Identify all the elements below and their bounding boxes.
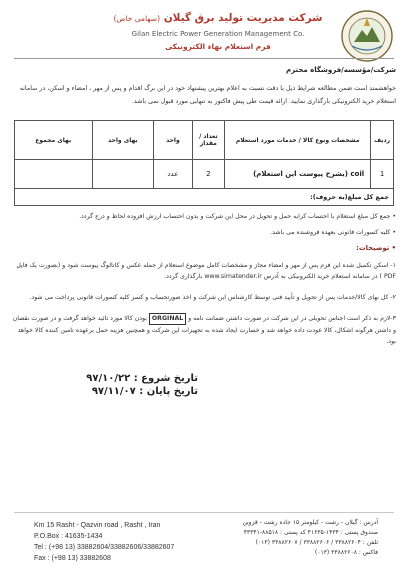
footer-en-tel: Tel : (+98 13) 33882604/33882606/33882607 (34, 544, 175, 551)
footer-fa-address: آدرس : گیلان - رشت - کیلومتر ۱۵ جاده رشت - قزوین (242, 519, 378, 526)
intro-text: خواهشمند است ضمن مطالعه شرایط ذیل با دقت نسبت به اعلام بهترین پیشنهاد خود در این برگ اقدام و پس از مهر ، امضاء و اسکن، در سامانه استعلام خرید الکترونیکی بارگذاری نمایید. ارائه قیمت طی پیش فاکتور به تنهایی مورد قبول نمی باشد. (19, 85, 396, 105)
footer-en-pobox: P.O.Box : 41635-1434 (34, 533, 103, 540)
end-date-value: ۹۷/۱۱/۰۷ (91, 386, 136, 397)
note-3-part-b: بودن کالا مورد تائید خواهد گرفت و در صورت نقصان و داشتن هرگونه اشکال، کالا عودت داده خواهد شد و خسارت ایجاد شده به تجهیزات این شرکت و همچنین هزینه حمل برعهده تامین کننده کالا خواهد بود. (12, 315, 396, 345)
total-words-row (15, 189, 394, 206)
footer-fa-tel: تلفن : ۳۳۸۸۲۶۰۴ / ۳۳۸۸۲۶۰۶ / ۳۳۸۸۲۶۰۷ (۰۱۳) (255, 539, 378, 546)
company-name-en: Gilan Electric Power Generation Management Co. (131, 30, 305, 38)
addressee-line: شرکت/مؤسسه/فروشگاه محترم (286, 66, 396, 74)
note-3-part-a: ۳-لازم به ذکر است اجناس تحویلی در این شرکت در صورت داشتن ضمانت نامه و (188, 315, 396, 322)
note-3 (12, 313, 396, 347)
start-date-line (86, 372, 198, 385)
table-row (15, 160, 394, 189)
total-words-label[interactable]: جمع کل مبلغ(به حروف): (15, 189, 394, 206)
note-shipping: • جمع کل مبلغ استعلام با احتساب کرایه حمل و تحویل در محل این شرکت و بدون احتساب ارزش افزوده لحاظ و درج گردد. (79, 213, 396, 220)
footer-en-fax: Fax : (+98 13) 33882608 (34, 555, 111, 562)
total-price-cell[interactable] (15, 160, 93, 189)
note-deductions: • کلیه کسورات قانونی بعهده فروشنده می باشد. (270, 229, 396, 236)
quantity-cell: 2 (192, 160, 225, 189)
table-header-row (15, 121, 394, 160)
header-quantity: تعداد / مقدار (192, 121, 225, 160)
footer-fa-fax: فاکس : ۳۳۸۸۲۶۰۸ (۰۱۳) (314, 549, 378, 556)
header-description: مشخصات ونوع کالا / خدمات مورد استعلام (225, 121, 371, 160)
company-type: (سهامی خاص) (113, 14, 161, 23)
note-1: ۱- اسکن تکمیل شده این فرم پس از مهر و امضاء مجاز و مشخصات کامل موضوع استعلام از جمله عکس و کاتالوگ پیوست شود و (بصورت یک فایل PDF ) در سامانه استعلام خرید الکترونیکی به آدرس www.simatender.ir بارگذاری گردد. (16, 262, 396, 280)
header-total-price: بهای مجموع (15, 121, 93, 160)
original-badge: ORGINAL (149, 313, 186, 325)
company-name: شرکت مدیریت تولید برق گیلان (163, 12, 323, 24)
company-name-fa (100, 12, 336, 24)
description-cell: coil (بشرح پیوست این استعلام) (225, 160, 371, 189)
start-date-label: تاریخ شروع : (133, 373, 198, 384)
end-date-label: تاریخ پایان : (139, 386, 198, 397)
form-title: فرم استعلام بهاء الکترونیکی (165, 42, 271, 51)
notes-title: • توضیحات: (356, 244, 396, 252)
row-number-cell: 1 (371, 160, 394, 189)
company-logo (340, 8, 394, 64)
footer-persian (188, 518, 378, 558)
inquiry-table (14, 120, 394, 206)
footer-fa-postal: صندوق پستی : ۱۴۳۴-۴۱۶۳۵ کد پستی : ۸۸۵۱۸-۴۳۳۴۱ (243, 529, 378, 536)
unit-cell: عدد (154, 160, 192, 189)
header-row-number: ردیف (371, 121, 394, 160)
note-2: ۲- کل بهای کالا/خدمات پس از تحویل و تأیید فنی توسط کارشناس این شرکت و اخذ صورتحساب و کسر کلیه کسورات قانونی پرداخت می شود. (29, 294, 396, 301)
dates-block (86, 372, 198, 398)
header-unit: واحد (154, 121, 192, 160)
header-unit-price: بهای واحد (92, 121, 154, 160)
footer-divider (14, 512, 394, 513)
header-divider (14, 58, 394, 59)
start-date-value: ۹۷/۱۰/۲۲ (86, 373, 131, 384)
footer-english (34, 520, 174, 564)
unit-price-cell[interactable] (92, 160, 154, 189)
end-date-line (86, 385, 198, 398)
footer-en-address: Km 15 Rasht - Qazvin road , Rasht , Iran (34, 522, 161, 529)
